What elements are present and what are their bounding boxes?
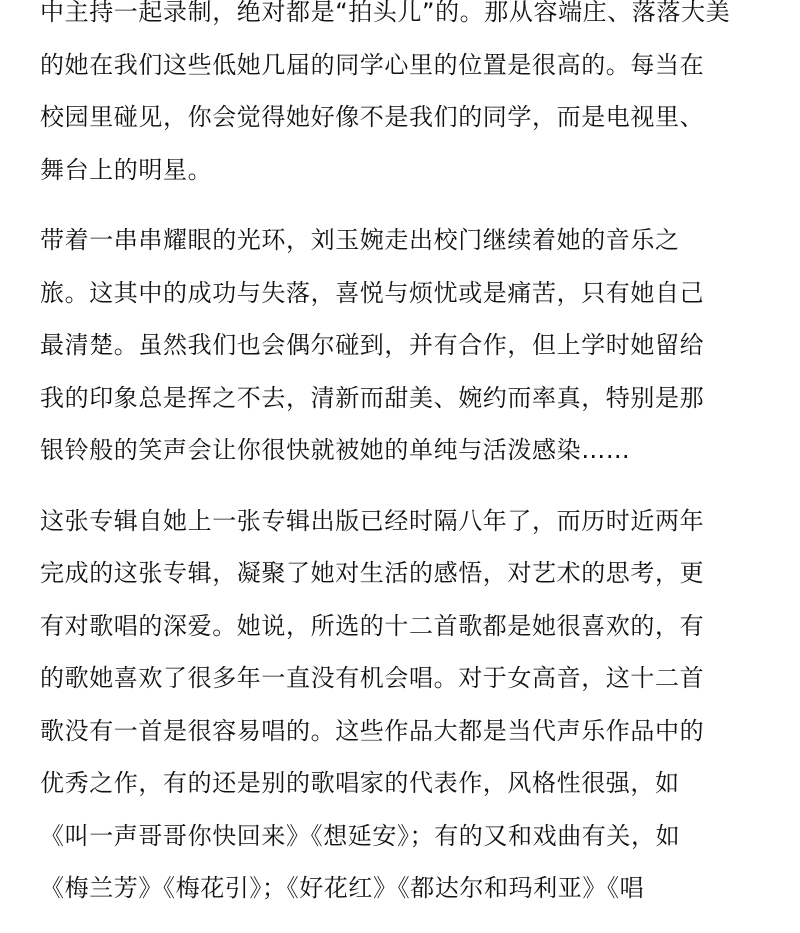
text-line: 有对歌唱的深爱。她说，所选的十二首歌都是她很喜欢的，有	[40, 611, 705, 640]
text-line: 最清楚。虽然我们也会偶尔碰到，并有合作，但上学时她留给	[40, 331, 705, 359]
text-line: 中主持一起录制，绝对都是“拍头儿”的。那从容端庄、落落大美	[40, 0, 731, 26]
text-line: 《梅兰芳》《梅花引》；《好花红》《都达尔和玛利亚》《唱	[40, 874, 645, 902]
text-line: 完成的这张专辑，凝聚了她对生活的感悟，对艺术的思考，更	[40, 559, 705, 587]
text-line: 银铃般的笑声会让你很快就被她的单纯与活泼感染……	[40, 436, 631, 464]
text-line: 我的印象总是挥之不去，清新而甜美、婉约而率真，特别是那	[40, 383, 705, 412]
text-line: 的她在我们这些低她几届的同学心里的位置是很高的。每当在	[40, 50, 705, 79]
text-line: 《叫一声哥哥你快回来》《想延安》；有的又和戏曲有关，如	[40, 821, 681, 850]
paragraph-1	[40, 0, 760, 196]
text-line: 校园里碰见，你会觉得她好像不是我们的同学，而是电视里、	[40, 103, 705, 131]
text-line: 这张专辑自她上一张专辑出版已经时隔八年了，而历时近两年	[40, 506, 705, 535]
text-line: 的歌她喜欢了很多年一直没有机会唱。对于女高音，这十二首	[40, 664, 705, 692]
paragraph-2	[40, 214, 760, 477]
paragraph-3	[40, 495, 760, 915]
text-line: 优秀之作，有的还是别的歌唱家的代表作，风格性很强，如	[40, 769, 680, 797]
text-line: 旅。这其中的成功与失落，喜悦与烦忧或是痛苦，只有她自己	[40, 278, 705, 307]
text-line: 歌没有一首是很容易唱的。这些作品大都是当代声乐作品中的	[40, 716, 705, 745]
text-line: 舞台上的明星。	[40, 155, 213, 184]
article-body	[40, 0, 760, 933]
text-line: 带着一串串耀眼的光环，刘玉婉走出校门继续着她的音乐之	[40, 226, 680, 254]
